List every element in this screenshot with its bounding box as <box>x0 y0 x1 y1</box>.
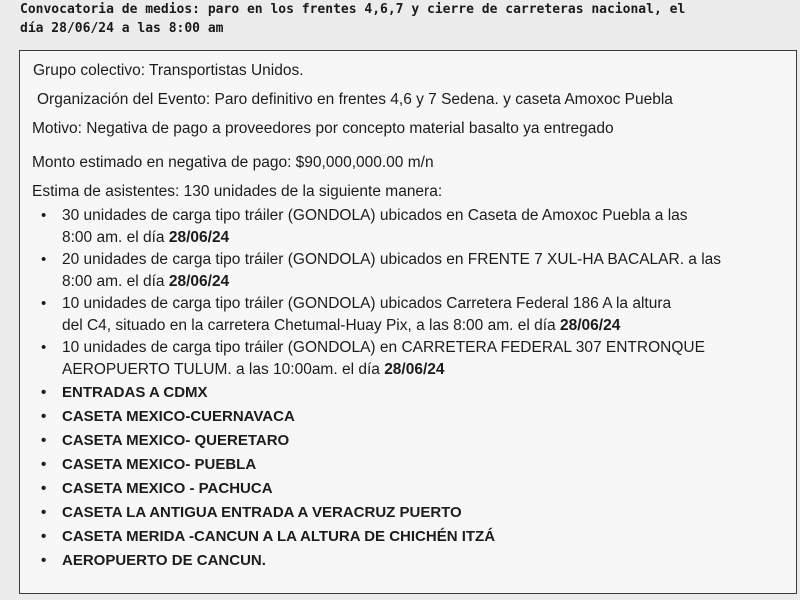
list-item <box>32 453 792 477</box>
bullet-icon: • <box>41 432 47 449</box>
item-text: CASETA MEXICO - PACHUCA <box>62 480 273 497</box>
item-text: ENTRADAS A CDMX <box>62 384 208 401</box>
bullet-icon: • <box>41 408 47 425</box>
bullet-icon: • <box>41 456 47 473</box>
heading-line-1: Convocatoria de medios: paro en los frentes 4,6,7 y cierre de carreteras nacional, el <box>20 2 686 17</box>
organizacion-line: Organización del Evento: Paro definitivo en frentes 4,6 y 7 Sedena. y caseta Amoxoc Puebla <box>37 91 673 108</box>
bullet-icon: • <box>41 480 47 497</box>
item-text-cont: 8:00 am. el día <box>62 273 169 290</box>
item-text: CASETA LA ANTIGUA ENTRADA A VERACRUZ PUERTO <box>62 504 462 521</box>
monto-line: Monto estimado en negativa de pago: $90,000,000.00 m/n <box>32 154 434 171</box>
item-text: CASETA MEXICO-CUERNAVACA <box>62 408 295 425</box>
estima-line: Estima de asistentes: 130 unidades de la siguiente manera: <box>32 183 443 200</box>
grupo-line: Grupo colectivo: Transportistas Unidos. <box>33 62 304 79</box>
list-item <box>32 293 792 337</box>
item-text: 10 unidades de carga tipo tráiler (GONDOLA) ubicados Carretera Federal 186 A la altura <box>62 295 672 312</box>
heading-line-2: día 28/06/24 a las 8:00 am <box>20 21 224 36</box>
unit-list <box>32 205 792 573</box>
list-item <box>32 405 792 429</box>
item-date: 28/06/24 <box>168 273 230 290</box>
bullet-icon: • <box>41 207 47 224</box>
item-text-cont: del C4, situado en la carretera Chetumal-Huay Pix, a las 8:00 am. el día <box>62 317 560 334</box>
item-text: 20 unidades de carga tipo tráiler (GONDOLA) ubicados en FRENTE 7 XUL-HA BACALAR. a las <box>62 251 722 268</box>
item-text: CASETA MEXICO- PUEBLA <box>62 456 257 473</box>
item-date: 28/06/24 <box>384 361 445 378</box>
bullet-icon: • <box>41 504 47 521</box>
list-item <box>32 337 792 381</box>
item-text: CASETA MEXICO- QUERETARO <box>62 432 290 449</box>
item-text-cont: AEROPUERTO TULUM. a las 10:00am. el día <box>62 361 385 378</box>
document-heading <box>20 0 795 38</box>
item-date: 28/06/24 <box>559 317 621 334</box>
item-text: AEROPUERTO DE CANCUN. <box>62 552 266 569</box>
list-item <box>32 525 792 549</box>
item-date: 28/06/24 <box>168 229 230 246</box>
list-item <box>32 549 792 573</box>
list-item <box>32 429 792 453</box>
bullet-icon: • <box>41 295 47 312</box>
bullet-icon: • <box>41 528 47 545</box>
bullet-icon: • <box>41 339 47 356</box>
bullet-icon: • <box>41 552 47 569</box>
list-item <box>32 477 792 501</box>
item-text-cont: 8:00 am. el día <box>62 229 169 246</box>
list-item <box>32 205 792 249</box>
motivo-line: Motivo: Negativa de pago a proveedores por concepto material basalto ya entregado <box>32 120 614 137</box>
bullet-icon: • <box>41 384 47 401</box>
list-item <box>32 249 792 293</box>
item-text: 30 unidades de carga tipo tráiler (GONDOLA) ubicados en Caseta de Amoxoc Puebla a las <box>62 207 688 224</box>
item-text: CASETA MERIDA -CANCUN A LA ALTURA DE CHICHÉN ITZÁ <box>62 528 496 545</box>
bullet-icon: • <box>41 251 47 268</box>
item-text: 10 unidades de carga tipo tráiler (GONDOLA) en CARRETERA FEDERAL 307 ENTRONQUE <box>62 339 705 356</box>
list-item <box>32 501 792 525</box>
list-item <box>32 381 792 405</box>
